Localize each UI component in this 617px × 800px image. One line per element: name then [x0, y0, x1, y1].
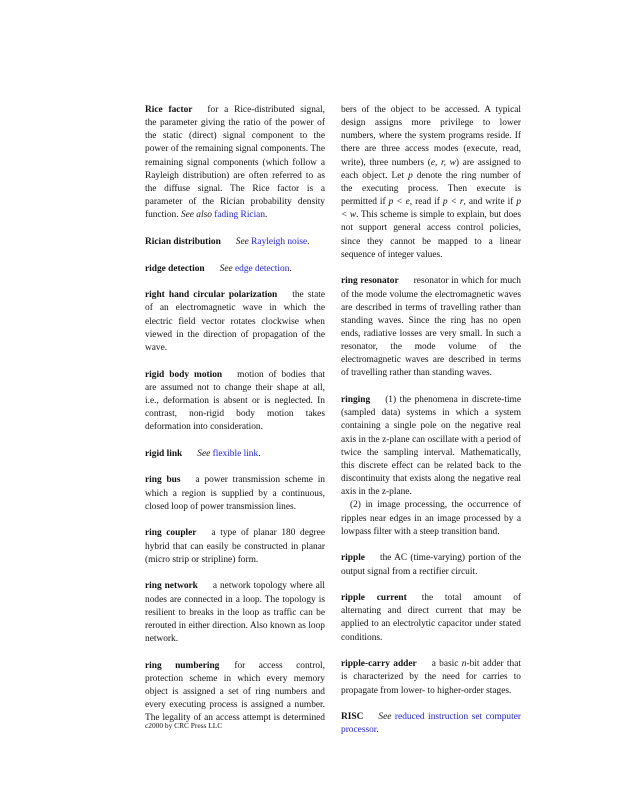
var-n: n [461, 659, 467, 670]
var-p: p [408, 170, 413, 181]
def-rigid-body-motion: motion of bodies that are assumed not to change their shape at all, i.e., deformation is absent or is neglected. In contrast, non-rigid body motion takes deformation into consideration. [145, 369, 325, 433]
entry-ringing [341, 394, 521, 539]
def-ripple-current: the total amount of alternating and direct current that may be applied to an electrolytic capacitor under stated conditions. [341, 593, 522, 643]
link-rayleigh-noise[interactable]: Rayleigh noise [251, 236, 308, 247]
term-rigid-link: rigid link [145, 448, 183, 459]
term-ring-resonator: ring resonator [341, 276, 399, 287]
see-label: See [235, 236, 249, 247]
term-ring-network: ring network [145, 581, 198, 592]
def-rca-a: a basic [431, 659, 462, 670]
term-rigid-body-motion: rigid body motion [145, 369, 223, 380]
cond-write: p < w [341, 197, 521, 221]
term-ring-numbering: ring numbering [145, 660, 220, 671]
entry-risc [341, 711, 521, 737]
term-ripple: ripple [341, 553, 365, 564]
entry-ripple-current [341, 592, 521, 645]
entry-ridge-detection [145, 263, 325, 276]
entry-right-hand-circular-polarization [145, 289, 325, 355]
def-ring-bus: a power transmission scheme in which a region is supplied by a continuous, closed loop of power transmission lines. [145, 475, 325, 512]
term-rhcp: right hand circular polarization [145, 290, 278, 301]
term-ripple-current: ripple current [341, 593, 407, 604]
def-ripple: the AC (time-varying) portion of the output signal from a rectifier circuit. [341, 553, 521, 577]
ring-numbering-cont-e: , and write if [463, 197, 517, 208]
def-ringing-2: (2) in image processing, the occurrence of ripples near edges in an image processed by a lowpass filter with a steep transition band. [341, 500, 521, 537]
entry-rice-factor [145, 104, 325, 222]
link-edge-detection[interactable]: edge detection [234, 263, 290, 274]
entry-ring-numbering-continued [341, 104, 521, 262]
copyright-footer: c2000 by CRC Press LLC [145, 721, 223, 730]
entry-ring-network [145, 580, 325, 646]
ring-numbering-cont-c: denote the ring number of the executing process. Then execute is permitted if [341, 170, 521, 208]
term-ring-bus: ring bus [145, 475, 181, 486]
cond-execute: p < e [388, 197, 410, 208]
ring-numbering-cont-d: , read if [409, 197, 443, 208]
def-ring-coupler: a type of planar 180 degree hybrid that can easily be constructed in planar (micro strip or stripline) form. [145, 528, 326, 565]
punct: . [376, 725, 379, 736]
see-label: See [219, 263, 233, 274]
link-fading-rician[interactable]: fading Rician [214, 210, 266, 221]
entry-ring-resonator [341, 275, 521, 380]
def-rca-b: -bit adder that is characterized by the need for carries to propagate from lower- to higher-order stages. [341, 659, 521, 696]
entry-ring-numbering [145, 660, 325, 726]
def-ring-network: a network topology where all nodes are connected in a loop. The topology is resilient to breaks in the loop as traffic can be rerouted in either direction. Also known as loop network. [145, 581, 325, 644]
def-ring-resonator: resonator in which for much of the mode volume the electromagnetic waves are described in terms of travelling rather than standing waves. Since the ring has no open ends, radiative losses are very small. In such a resonator, the mode volume of the electromagnetic waves are described in terms of travelling rather than standing waves. [341, 276, 521, 379]
entry-rigid-link [145, 448, 325, 461]
see-label: See [197, 448, 211, 459]
see-also-label: See also [180, 210, 212, 221]
right-column [341, 104, 521, 751]
entry-rician-distribution [145, 236, 325, 249]
ring-numbering-cont-a: bers of the object to be accessed. A typical design assigns more privilege to lower numbers, where the system programs reside. If there are three access modes (execute, read, write), three numbers ( [341, 105, 521, 168]
punct: . [307, 236, 310, 247]
cond-read: p < r [442, 197, 464, 208]
def-rice-factor: for a Rice-distributed signal, the parameter giving the ratio of the power of the static (direct) signal component to the power of the remaining signal components. The remaining signal components (which follow a Rayleigh distribution) are often referred to as the diffuse signal. The Rice factor is a parameter of the Rician probability density function. [145, 105, 325, 221]
punct: . [265, 210, 268, 221]
ring-numbering-cont-f: . This scheme is simple to explain, but does not support general access control policies, since they cannot be mapped to a linear sequence of integer values. [341, 210, 521, 260]
punct: . [289, 263, 292, 274]
see-label: See [378, 712, 392, 723]
entry-ring-bus [145, 474, 325, 513]
term-ripple-carry-adder: ripple-carry adder [341, 659, 417, 670]
def-rhcp: the state of an electromagnetic wave in which the electric field vector rotates clockwise when viewed in the direction of propagation of the wave. [145, 290, 325, 353]
term-rician-distribution: Rician distribution [145, 236, 221, 247]
def-ringing-1: (1) the phenomena in discrete-time (sampled data) systems in which a system containing a single pole on the negative real axis in the z-plane can oscillate with a period of twice the sampling interval. Mathematically, this discrete effect can be related back to the discontinuity that exists along the negative real axis in the z-plane. [341, 395, 521, 498]
left-column [145, 104, 325, 739]
term-ringing: ringing [341, 395, 371, 406]
term-risc: RISC [341, 712, 364, 723]
term-ring-coupler: ring coupler [145, 528, 197, 539]
def-ring-numbering: for access control, protection scheme in which every memory object is assigned a set of ring numbers and every executing process is assigned a number. The legality of an access attempt is determined [145, 660, 325, 724]
entry-rigid-body-motion [145, 369, 325, 435]
ring-vars: e, r, w [430, 157, 456, 168]
term-rice-factor: Rice factor [145, 105, 193, 115]
entry-ripple-carry-adder [341, 658, 521, 697]
term-ridge-detection: ridge detection [145, 263, 205, 274]
entry-ring-coupler [145, 527, 325, 566]
link-flexible-link[interactable]: flexible link [212, 448, 259, 459]
ring-numbering-cont-b: ) are assigned to each object. Let [341, 157, 521, 181]
punct: . [258, 448, 261, 459]
entry-ripple [341, 552, 521, 578]
link-reduced-instruction-set[interactable]: reduced instruction set computer processor [341, 712, 521, 736]
